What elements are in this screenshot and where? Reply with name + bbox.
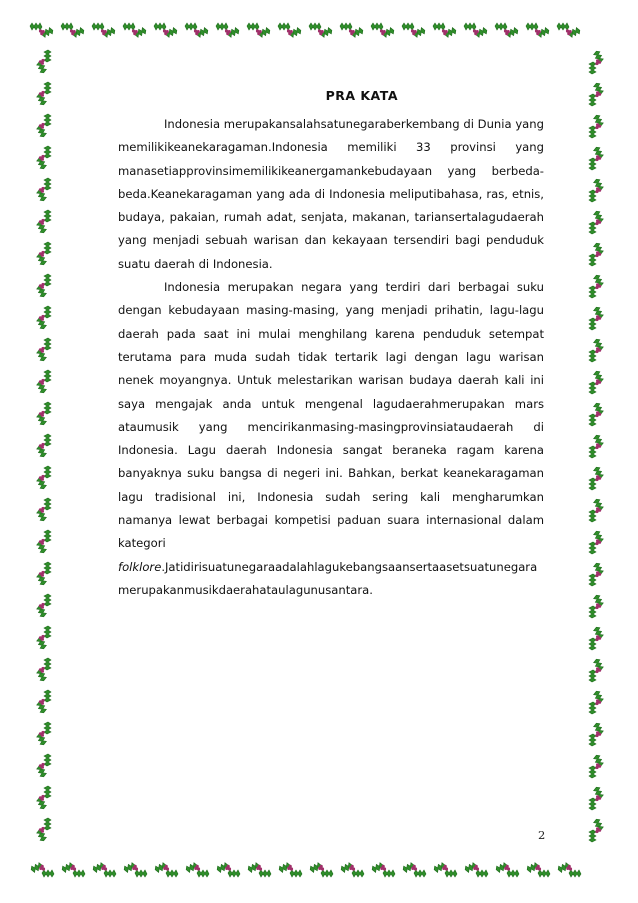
holly-leaf-berry-icon [371, 862, 395, 877]
holly-leaf-berry-icon [589, 754, 604, 778]
page-number: 2 [538, 828, 546, 842]
holly-leaf-berry-icon [216, 23, 240, 38]
holly-leaf-berry-icon [589, 146, 604, 170]
holly-leaf-berry-icon [36, 818, 51, 842]
holly-leaf-berry-icon [36, 306, 51, 330]
holly-leaf-berry-icon [309, 862, 333, 877]
holly-leaf-berry-icon [36, 114, 51, 138]
paragraph-2-text: Indonesia merupakan negara yang terdiri dari berbagai suku dengan kebudayaan masing-masing, yang menjadi prihatin, lagu-lagu daerah pada saat ini mulai menghilang karena penduduk setempat terutama para muda sudah tidak tertarik lagi dengan lagu warisan nenek moyangnya. Untuk melestarikan warisan budaya daerah kali ini saya mengajak anda untuk mengenal lagudaerahmerupakan mars ataumusik yang mencirikanmasing-masingprovinsiataudaerah di Indonesia. Lagu daerah Indonesia sangat beraneka ragam karena banyaknya suku bangsa di negeri ini. Bahkan, berkat keanekaragaman lagu tradisional ini, Indonesia sudah sering kali mengharumkan namanya lewat berbagai kompetisi paduan suara internasional dalam kategori [118, 280, 544, 551]
holly-leaf-berry-icon [557, 862, 581, 877]
holly-leaf-berry-icon [61, 23, 85, 38]
holly-leaf-berry-icon [30, 23, 54, 38]
holly-leaf-berry-icon [402, 862, 426, 877]
holly-leaf-berry-icon [589, 818, 604, 842]
holly-leaf-berry-icon [247, 862, 271, 877]
holly-leaf-berry-icon [371, 23, 395, 38]
holly-leaf-berry-icon [589, 722, 604, 746]
holly-leaf-berry-icon [340, 23, 364, 38]
holly-leaf-berry-icon [154, 862, 178, 877]
holly-leaf-berry-icon [526, 23, 550, 38]
holly-leaf-berry-icon [589, 242, 604, 266]
holly-leaf-berry-icon [589, 434, 604, 458]
holly-leaf-berry-icon [464, 862, 488, 877]
holly-leaf-berry-icon [309, 23, 333, 38]
holly-leaf-berry-icon [589, 498, 604, 522]
holly-leaf-berry-icon [36, 50, 51, 74]
holly-leaf-berry-icon [589, 466, 604, 490]
holly-leaf-berry-icon [36, 786, 51, 810]
holly-leaf-berry-icon [589, 786, 604, 810]
holly-leaf-berry-icon [36, 274, 51, 298]
holly-leaf-berry-icon [589, 562, 604, 586]
holly-leaf-berry-icon [589, 306, 604, 330]
holly-leaf-berry-icon [589, 626, 604, 650]
holly-leaf-berry-icon [526, 862, 550, 877]
holly-leaf-berry-icon [36, 530, 51, 554]
holly-leaf-berry-icon [36, 242, 51, 266]
holly-leaf-berry-icon [36, 722, 51, 746]
holly-leaf-berry-icon [36, 146, 51, 170]
holly-leaf-berry-icon [495, 862, 519, 877]
holly-leaf-berry-icon [123, 23, 147, 38]
holly-leaf-berry-icon [589, 338, 604, 362]
paragraph-2-italic-term: folklore [118, 559, 162, 574]
holly-leaf-berry-icon [185, 23, 209, 38]
holly-leaf-berry-icon [36, 690, 51, 714]
holly-leaf-berry-icon [247, 23, 271, 38]
paragraph-1-text: Indonesia merupakansalahsatunegaraberkembang di Dunia yang memilikikeanekaragaman.Indonesia memiliki 33 provinsi yang manasetiapprovinsimemilikikeanergamankebudayaan yang berbeda-beda.Keanekaragaman yang ada di Indonesia meliputibahasa, ras, etnis, budaya, pakaian, rumah adat, senjata, makanan, tariansertalagudaerah yang menjadi sebuah warisan dan kekayaan tersendiri bagi penduduk suatu daerah di Indonesia. [118, 117, 544, 271]
holly-leaf-berry-icon [36, 754, 51, 778]
holly-leaf-berry-icon [589, 370, 604, 394]
holly-leaf-berry-icon [433, 23, 457, 38]
holly-leaf-berry-icon [589, 178, 604, 202]
holly-leaf-berry-icon [36, 370, 51, 394]
holly-leaf-berry-icon [30, 862, 54, 877]
holly-leaf-berry-icon [589, 594, 604, 618]
text-content [118, 86, 544, 602]
paragraph-2 [118, 276, 544, 602]
holly-leaf-berry-icon [36, 594, 51, 618]
holly-leaf-berry-icon [589, 530, 604, 554]
holly-leaf-berry-icon [278, 23, 302, 38]
holly-leaf-berry-icon [589, 402, 604, 426]
holly-leaf-berry-icon [36, 562, 51, 586]
holly-leaf-berry-icon [402, 23, 426, 38]
holly-leaf-berry-icon [61, 862, 85, 877]
holly-leaf-berry-icon [464, 23, 488, 38]
holly-leaf-berry-icon [340, 862, 364, 877]
holly-leaf-berry-icon [278, 862, 302, 877]
holly-leaf-berry-icon [589, 50, 604, 74]
holly-leaf-berry-icon [36, 466, 51, 490]
page-title: PRA KATA [325, 88, 398, 103]
holly-leaf-berry-icon [589, 658, 604, 682]
holly-leaf-berry-icon [92, 862, 116, 877]
holly-leaf-berry-icon [557, 23, 581, 38]
paragraph-1 [118, 113, 544, 276]
paragraph-2-ending: .Jatidirisuatunegaraadalahlagukebangsaansertaasetsuatunegaramerupakanmusikdaerahataulagunusantara. [118, 559, 538, 597]
holly-leaf-berry-icon [589, 210, 604, 234]
holly-leaf-berry-icon [589, 690, 604, 714]
holly-leaf-berry-icon [589, 82, 604, 106]
holly-leaf-berry-icon [589, 114, 604, 138]
holly-leaf-berry-icon [185, 862, 209, 877]
holly-leaf-berry-icon [123, 862, 147, 877]
holly-leaf-berry-icon [495, 23, 519, 38]
holly-leaf-berry-icon [36, 498, 51, 522]
holly-leaf-berry-icon [216, 862, 240, 877]
holly-leaf-berry-icon [36, 626, 51, 650]
holly-leaf-berry-icon [36, 338, 51, 362]
holly-leaf-berry-icon [154, 23, 178, 38]
holly-leaf-berry-icon [36, 178, 51, 202]
holly-leaf-berry-icon [36, 210, 51, 234]
holly-leaf-berry-icon [92, 23, 116, 38]
holly-leaf-berry-icon [36, 434, 51, 458]
holly-leaf-berry-icon [589, 274, 604, 298]
holly-leaf-berry-icon [36, 82, 51, 106]
holly-leaf-berry-icon [36, 402, 51, 426]
holly-leaf-berry-icon [433, 862, 457, 877]
holly-leaf-berry-icon [36, 658, 51, 682]
